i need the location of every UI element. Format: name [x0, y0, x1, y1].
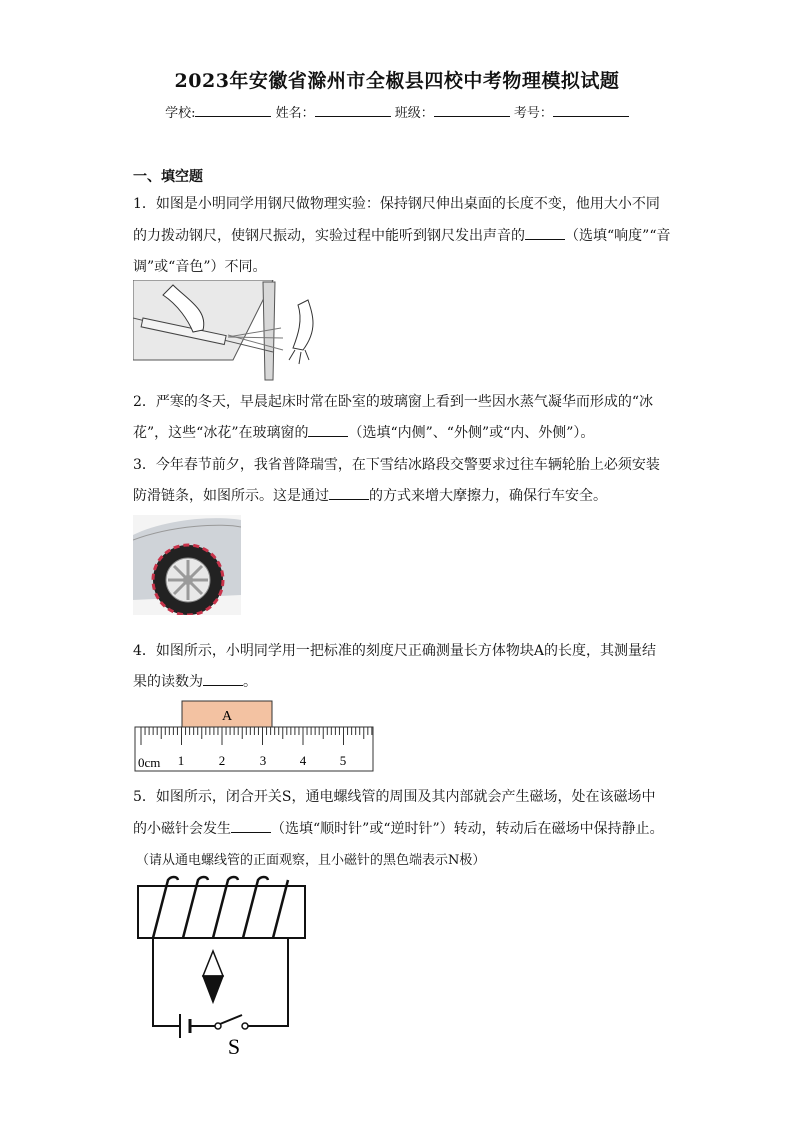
q1-line-2	[133, 225, 670, 245]
ruler-label-5: 5	[339, 753, 347, 768]
q4-line-2	[133, 671, 257, 691]
block-a-label: A	[221, 709, 233, 724]
exam-title: 2023年安徽省滁州市全椒县四校中考物理模拟试题	[174, 70, 620, 92]
exam-no-blank[interactable]	[553, 104, 629, 117]
ruler-figure	[133, 700, 375, 776]
q1-line-3: 调”或“音色”）不同。	[133, 259, 267, 275]
student-info-row	[0, 102, 794, 121]
name-label: 姓名：	[275, 106, 315, 121]
solenoid-circuit-figure	[133, 874, 313, 1059]
q1-answer-blank[interactable]	[525, 227, 565, 240]
ruler-label-1: 1	[177, 753, 185, 768]
switch-label: S	[227, 1034, 241, 1059]
q3-text-a: 防滑链条，如图所示。这是通过	[133, 488, 329, 504]
ruler-experiment-figure	[133, 280, 333, 382]
q1-line-1: 1．如图是小明同学用钢尺做物理实验：保持钢尺伸出桌面的长度不变，他用大小不同	[133, 196, 660, 212]
q3-line-2	[133, 485, 607, 505]
q1-text-b: （选填“响度”“音	[565, 228, 671, 244]
ruler-label-3: 3	[259, 753, 267, 768]
tire-chain-figure	[133, 515, 241, 615]
magnet-needle-south	[203, 951, 223, 976]
q2-answer-blank[interactable]	[308, 424, 348, 437]
class-label: 班级：	[394, 106, 434, 121]
q3-line-1: 3．今年春节前夕，我省普降瑞雪，在下雪结冰路段交警要求过往车辆轮胎上必须安装	[133, 457, 660, 473]
q2-text-b: （选填“内侧”、“外侧”或“内、外侧”）。	[348, 425, 595, 441]
q5-line-3: （请从通电螺线管的正面观察，且小磁针的黑色端表示N极）	[136, 853, 486, 868]
magnet-needle-north	[203, 976, 223, 1002]
name-blank[interactable]	[315, 104, 391, 117]
class-blank[interactable]	[434, 104, 510, 117]
q1-text-a: 的力拨动钢尺，使钢尺振动，实验过程中能听到钢尺发出声音的	[133, 228, 525, 244]
q3-answer-blank[interactable]	[329, 487, 369, 500]
q4-text-b: 。	[243, 674, 257, 690]
ruler-label-2: 2	[218, 753, 226, 768]
q5-text-a: 的小磁针会发生	[133, 821, 231, 837]
q4-line-1: 4．如图所示，小明同学用一把标准的刻度尺正确测量长方体物块A的长度，其测量结	[133, 643, 657, 659]
q2-text-a: 花”，这些“冰花”在玻璃窗的	[133, 425, 309, 441]
q5-answer-blank[interactable]	[231, 820, 271, 833]
exam-no-label: 考号：	[513, 106, 553, 121]
section-heading: 一、填空题	[133, 169, 203, 185]
q5-line-2	[133, 818, 664, 838]
ruler-label-0cm: 0cm	[138, 755, 161, 770]
q4-answer-blank[interactable]	[203, 673, 243, 686]
q3-text-b: 的方式来增大摩擦力，确保行车安全。	[369, 488, 607, 504]
q4-text-a: 果的读数为	[133, 674, 203, 690]
school-blank[interactable]	[195, 104, 271, 117]
q2-line-1: 2．严寒的冬天，早晨起床时常在卧室的玻璃窗上看到一些因水蒸气凝华而形成的“冰	[133, 394, 654, 410]
q2-line-2	[133, 422, 594, 442]
q5-line-1: 5．如图所示，闭合开关S，通电螺线管的周围及其内部就会产生磁场，处在该磁场中	[133, 789, 656, 805]
switch-lever[interactable]	[220, 1015, 242, 1024]
q5-text-b: （选填“顺时针”或“逆时针”）转动，转动后在磁场中保持静止。	[271, 821, 664, 837]
school-label: 学校:	[165, 106, 196, 121]
ruler-label-4: 4	[299, 753, 307, 768]
